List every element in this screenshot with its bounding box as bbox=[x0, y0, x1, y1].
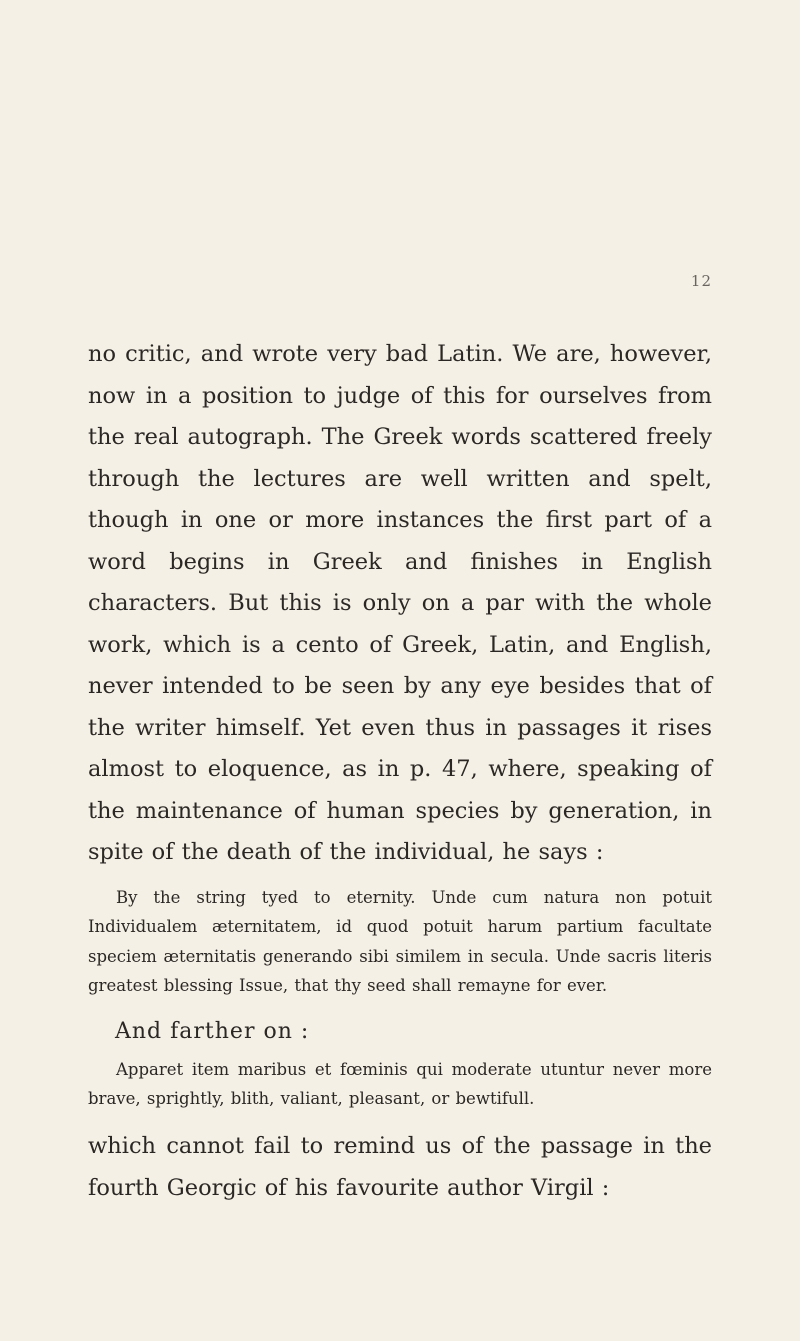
closing-paragraph: which cannot fail to remind us of the passage in the fourth Georgic of his favourite author Virgil : bbox=[88, 1133, 712, 1201]
block-quote-latin: By the string tyed to eternity. Unde cum natura non potuit Individualem æternitatem, id quod potuit harum partium facultate speciem æternitatis generando sibi similem in secula. Unde sacris literis greatest blessing Issue, that thy seed shall remayne for ever. bbox=[88, 887, 712, 996]
page-body bbox=[88, 334, 712, 1209]
body-paragraph: no critic, and wrote very bad Latin. We are, however, now in a position to judge of this for ourselves from the real autograph. The Greek words scattered freely through the lectures are well written and spelt, though in one or more instances the first part of a word begins in Greek and finishes in English characters. But this is only on a par with the whole work, which is a cento of Greek, Latin, and English, never intended to be seen by any eye besides that of the writer himself. Yet even thus in passages it rises almost to eloquence, as in p. 47, where, speaking of the maintenance of human species by generation, in spite of the death of the individual, he says : bbox=[88, 341, 712, 865]
transition-line: And farther on : bbox=[115, 1018, 310, 1044]
page-number: 12 bbox=[690, 272, 712, 290]
block-quote-second: Apparet item maribus et fœminis qui moderate utuntur never more brave, sprightly, blith, valiant, pleasant, or bewtifull. bbox=[88, 1059, 712, 1109]
